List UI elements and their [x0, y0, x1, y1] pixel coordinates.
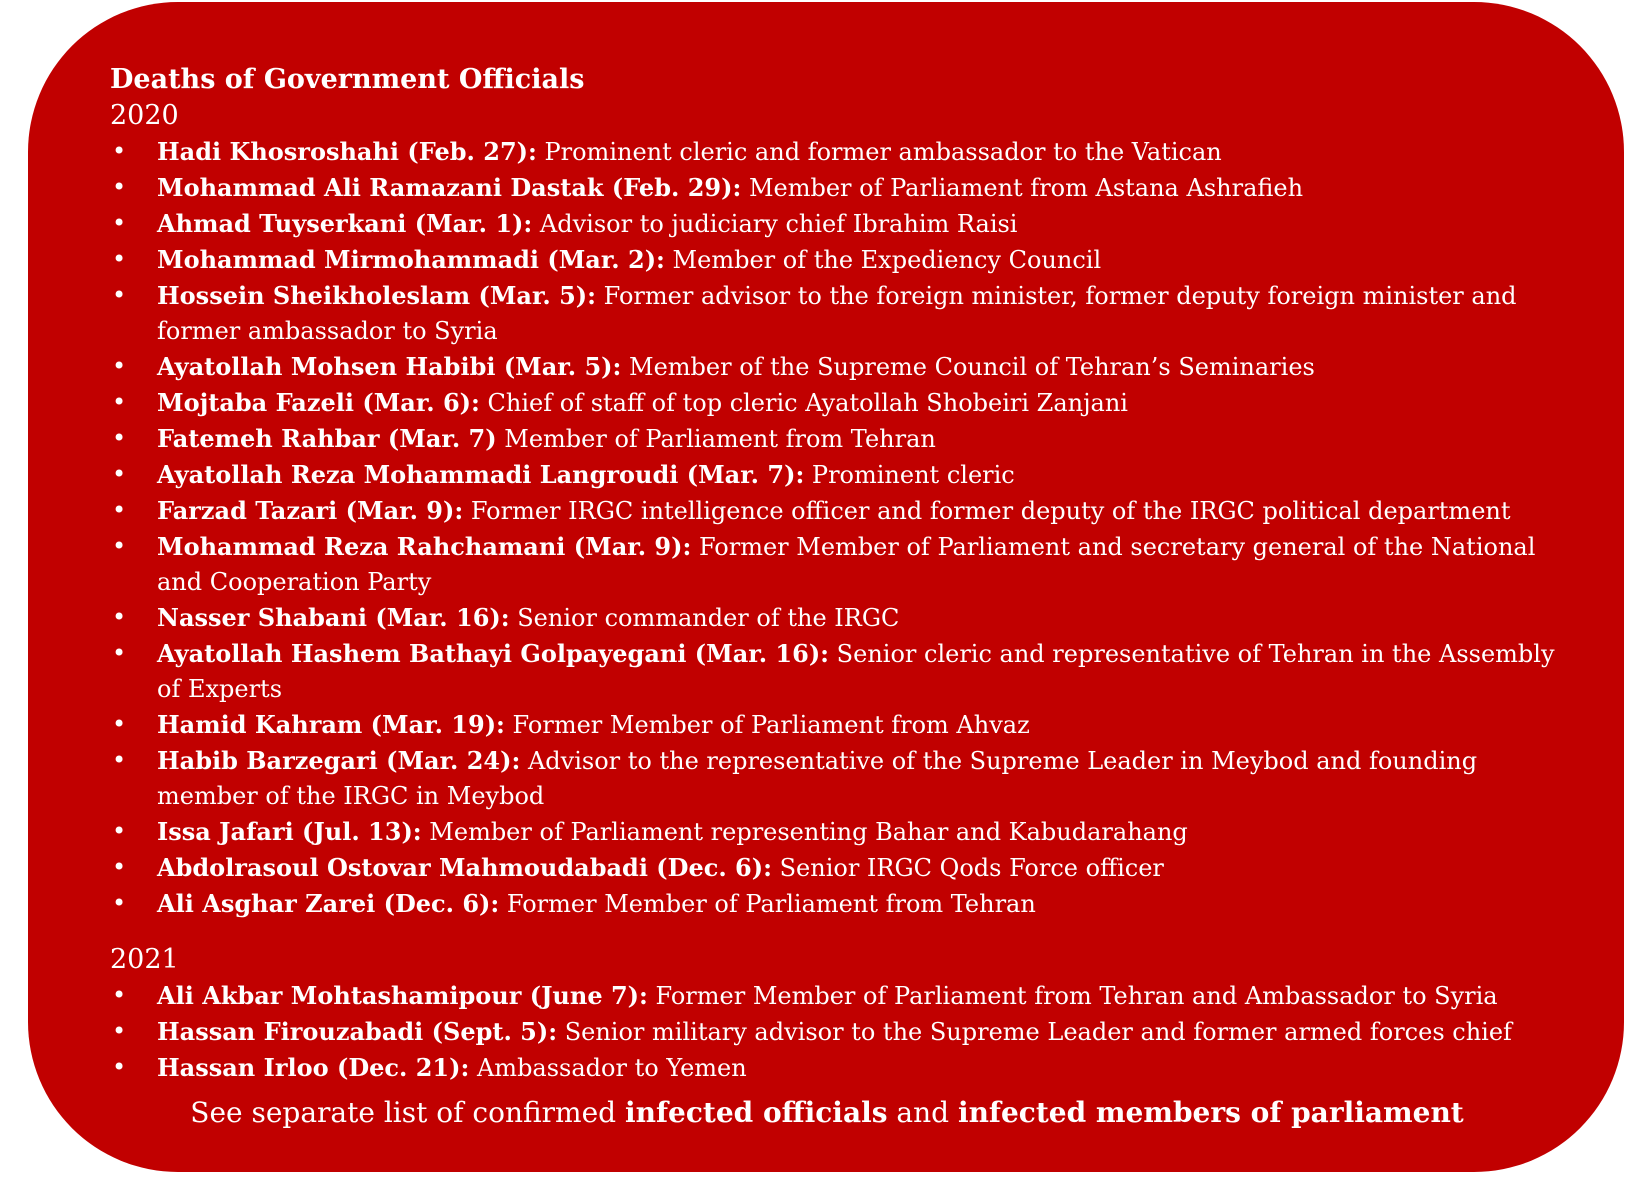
official-name: Fatemeh Rahbar (Mar. 7) — [157, 424, 497, 453]
list-item — [110, 529, 1564, 600]
list-item — [110, 850, 1564, 886]
deaths-list-2021 — [110, 978, 1564, 1086]
list-item — [110, 170, 1564, 206]
official-description: Former Member of Parliament and secretary general of the National and Cooperation Party — [157, 533, 1536, 596]
official-name: Hassan Firouzabadi (Sept. 5): — [157, 1017, 558, 1046]
official-name: Ahmad Tuyserkani (Mar. 1): — [157, 209, 533, 238]
bullet-icon: • — [112, 639, 127, 667]
official-name: Hadi Khosroshahi (Feb. 27): — [157, 137, 537, 166]
list-item — [110, 134, 1564, 170]
official-description: Chief of staff of top cleric Ayatollah Shobeiri Zanjani — [479, 389, 1128, 417]
official-name: Mojtaba Fazeli (Mar. 6): — [157, 388, 480, 417]
official-name: Ayatollah Mohsen Habibi (Mar. 5): — [157, 352, 622, 381]
official-description: Senior cleric and representative of Tehran in the Assembly of Experts — [157, 640, 1555, 703]
list-item — [110, 349, 1564, 385]
official-name: Issa Jafari (Jul. 13): — [157, 817, 422, 846]
bullet-icon: • — [112, 817, 127, 845]
official-description: Member of Parliament from Astana Ashrafieh — [741, 174, 1304, 202]
footer-text: See separate list of confirmed — [190, 1096, 625, 1129]
infected-officials-link[interactable]: infected officials — [624, 1096, 888, 1129]
list-item — [110, 385, 1564, 421]
list-item — [110, 1014, 1564, 1050]
list-item — [110, 636, 1564, 707]
year-heading-2021: 2021 — [110, 944, 179, 975]
official-name: Abdolrasoul Ostovar Mahmoudabadi (Dec. 6): — [157, 853, 772, 882]
list-item — [110, 421, 1564, 457]
list-item — [110, 886, 1564, 922]
list-item — [110, 814, 1564, 850]
year-heading-2020: 2020 — [110, 100, 179, 131]
bullet-icon: • — [112, 981, 127, 1009]
official-description: Member of the Supreme Council of Tehran’s Seminaries — [621, 353, 1315, 381]
official-description: Member of Parliament representing Bahar and Kabudarahang — [421, 818, 1188, 846]
list-item — [110, 457, 1564, 493]
bullet-icon: • — [112, 1017, 127, 1045]
panel-title: Deaths of Government Officials — [110, 64, 585, 95]
bullet-icon: • — [112, 496, 127, 524]
bullet-icon: • — [112, 710, 127, 738]
list-item — [110, 493, 1564, 529]
official-description: Member of Parliament from Tehran — [496, 425, 936, 453]
official-name: Ali Akbar Mohtashamipour (June 7): — [157, 981, 648, 1010]
official-description: Member of the Expediency Council — [664, 246, 1102, 274]
bullet-icon: • — [112, 245, 127, 273]
official-name: Habib Barzegari (Mar. 24): — [157, 746, 521, 775]
footer-note — [110, 1092, 1564, 1134]
bullet-icon: • — [112, 603, 127, 631]
infected-parliament-members-link[interactable]: infected members of parliament — [957, 1096, 1464, 1129]
bullet-icon: • — [112, 1053, 127, 1081]
official-name: Nasser Shabani (Mar. 16): — [157, 603, 510, 632]
official-name: Hamid Kahram (Mar. 19): — [157, 710, 505, 739]
official-description: Former Member of Parliament from Ahvaz — [504, 711, 1030, 739]
official-name: Mohammad Reza Rahchamani (Mar. 9): — [157, 532, 692, 561]
list-item — [110, 206, 1564, 242]
bullet-icon: • — [112, 137, 127, 165]
list-item — [110, 600, 1564, 636]
list-item — [110, 743, 1564, 814]
bullet-icon: • — [112, 209, 127, 237]
bullet-icon: • — [112, 746, 127, 774]
official-description: Former advisor to the foreign minister, former deputy foreign minister and former ambassador to Syria — [157, 282, 1517, 345]
official-description: Prominent cleric and former ambassador to the Vatican — [536, 138, 1222, 166]
official-description: Former Member of Parliament from Tehran and Ambassador to Syria — [647, 982, 1498, 1010]
official-name: Farzad Tazari (Mar. 9): — [157, 496, 464, 525]
list-item — [110, 1050, 1564, 1086]
officials-deaths-panel — [28, 2, 1624, 1172]
list-item — [110, 278, 1564, 349]
bullet-icon: • — [112, 424, 127, 452]
official-name: Ali Asghar Zarei (Dec. 6): — [157, 889, 500, 918]
list-item — [110, 242, 1564, 278]
list-item — [110, 978, 1564, 1014]
official-name: Mohammad Mirmohammadi (Mar. 2): — [157, 245, 665, 274]
official-description: Senior military advisor to the Supreme Leader and former armed forces chief — [557, 1018, 1512, 1046]
official-name: Hassan Irloo (Dec. 21): — [157, 1053, 470, 1082]
list-item — [110, 707, 1564, 743]
official-description: Former Member of Parliament from Tehran — [499, 890, 1036, 918]
bullet-icon: • — [112, 352, 127, 380]
official-description: Senior IRGC Qods Force officer — [771, 854, 1164, 882]
official-description: Senior commander of the IRGC — [509, 604, 900, 632]
official-name: Hossein Sheikholeslam (Mar. 5): — [157, 281, 597, 310]
deaths-list-2020 — [110, 134, 1564, 922]
bullet-icon: • — [112, 460, 127, 488]
bullet-icon: • — [112, 173, 127, 201]
section-spacer — [110, 922, 1564, 942]
bullet-icon: • — [112, 281, 127, 309]
official-name: Mohammad Ali Ramazani Dastak (Feb. 29): — [157, 173, 742, 202]
official-description: Ambassador to Yemen — [469, 1054, 747, 1082]
official-description: Advisor to the representative of the Supreme Leader in Meybod and founding member of the IRGC in Meybod — [157, 747, 1478, 810]
official-description: Prominent cleric — [804, 461, 1015, 489]
official-name: Ayatollah Reza Mohammadi Langroudi (Mar. 7): — [157, 460, 805, 489]
official-name: Ayatollah Hashem Bathayi Golpayegani (Mar. 16): — [157, 639, 830, 668]
official-description: Advisor to judiciary chief Ibrahim Raisi — [532, 210, 1018, 238]
bullet-icon: • — [112, 889, 127, 917]
bullet-icon: • — [112, 853, 127, 881]
bullet-icon: • — [112, 532, 127, 560]
official-description: Former IRGC intelligence officer and former deputy of the IRGC political department — [463, 497, 1511, 525]
footer-text: and — [887, 1096, 958, 1129]
bullet-icon: • — [112, 388, 127, 416]
